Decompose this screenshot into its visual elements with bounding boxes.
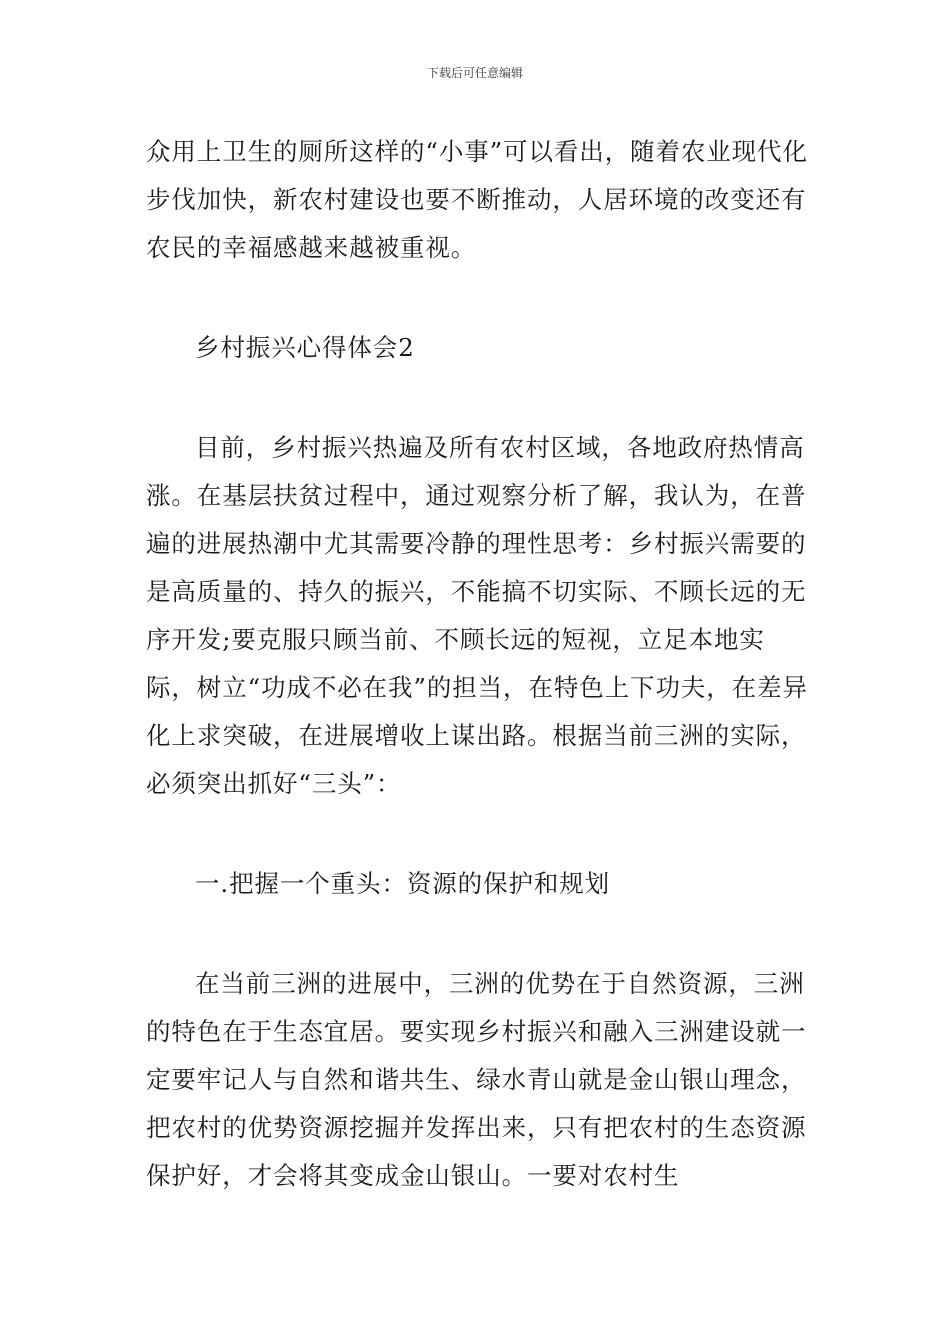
paragraph-resources: 在当前三洲的进展中，三洲的优势在于自然资源，三洲的特色在于生态宜居。要实现乡村振兴和融入三洲建设就一定要牢记人与自然和谐共生、绿水青山就是金山银山理念，把农村的优势资源挖掘并发挥出来，只有把农村的生态资源保护好，才会将其变成金山银山。一要对农村生 [146, 969, 807, 1190]
paragraph-gap [146, 808, 808, 860]
paragraph-intro: 目前，乡村振兴热遍及所有农村区域，各地政府热情高涨。在基层扶贫过程中，通过观察分析了解，我认为，在普遍的进展热潮中尤其需要冷静的理性思考：乡村振兴需要的是高质量的、持久的振兴，不能搞不切实际、不顾长远的无序开发;要克服只顾当前、不顾长远的短视，立足本地实际，树立“功成不必在我”的担当，在特色上下功夫，在差异化上求突破，在进展增收上谋出路。根据当前三洲的实际，必须突出抓好“三头”： [146, 433, 808, 798]
paragraph-gap [146, 908, 808, 960]
document-body [146, 128, 808, 1200]
page-header: 下载后可任意编辑 [426, 66, 523, 80]
section-title: 乡村振兴心得体会2 [195, 333, 415, 362]
subsection-heading: 一.把握一个重头：资源的保护和规划 [195, 869, 611, 898]
paragraph-gap [146, 272, 808, 324]
paragraph-continuation: 众用上卫生的厕所这样的“小事”可以看出，随着农业现代化步伐加快，新农村建设也要不断推动，人居环境的改变还有农民的幸福感越来越被重视。 [146, 137, 808, 262]
paragraph-gap [146, 372, 808, 424]
